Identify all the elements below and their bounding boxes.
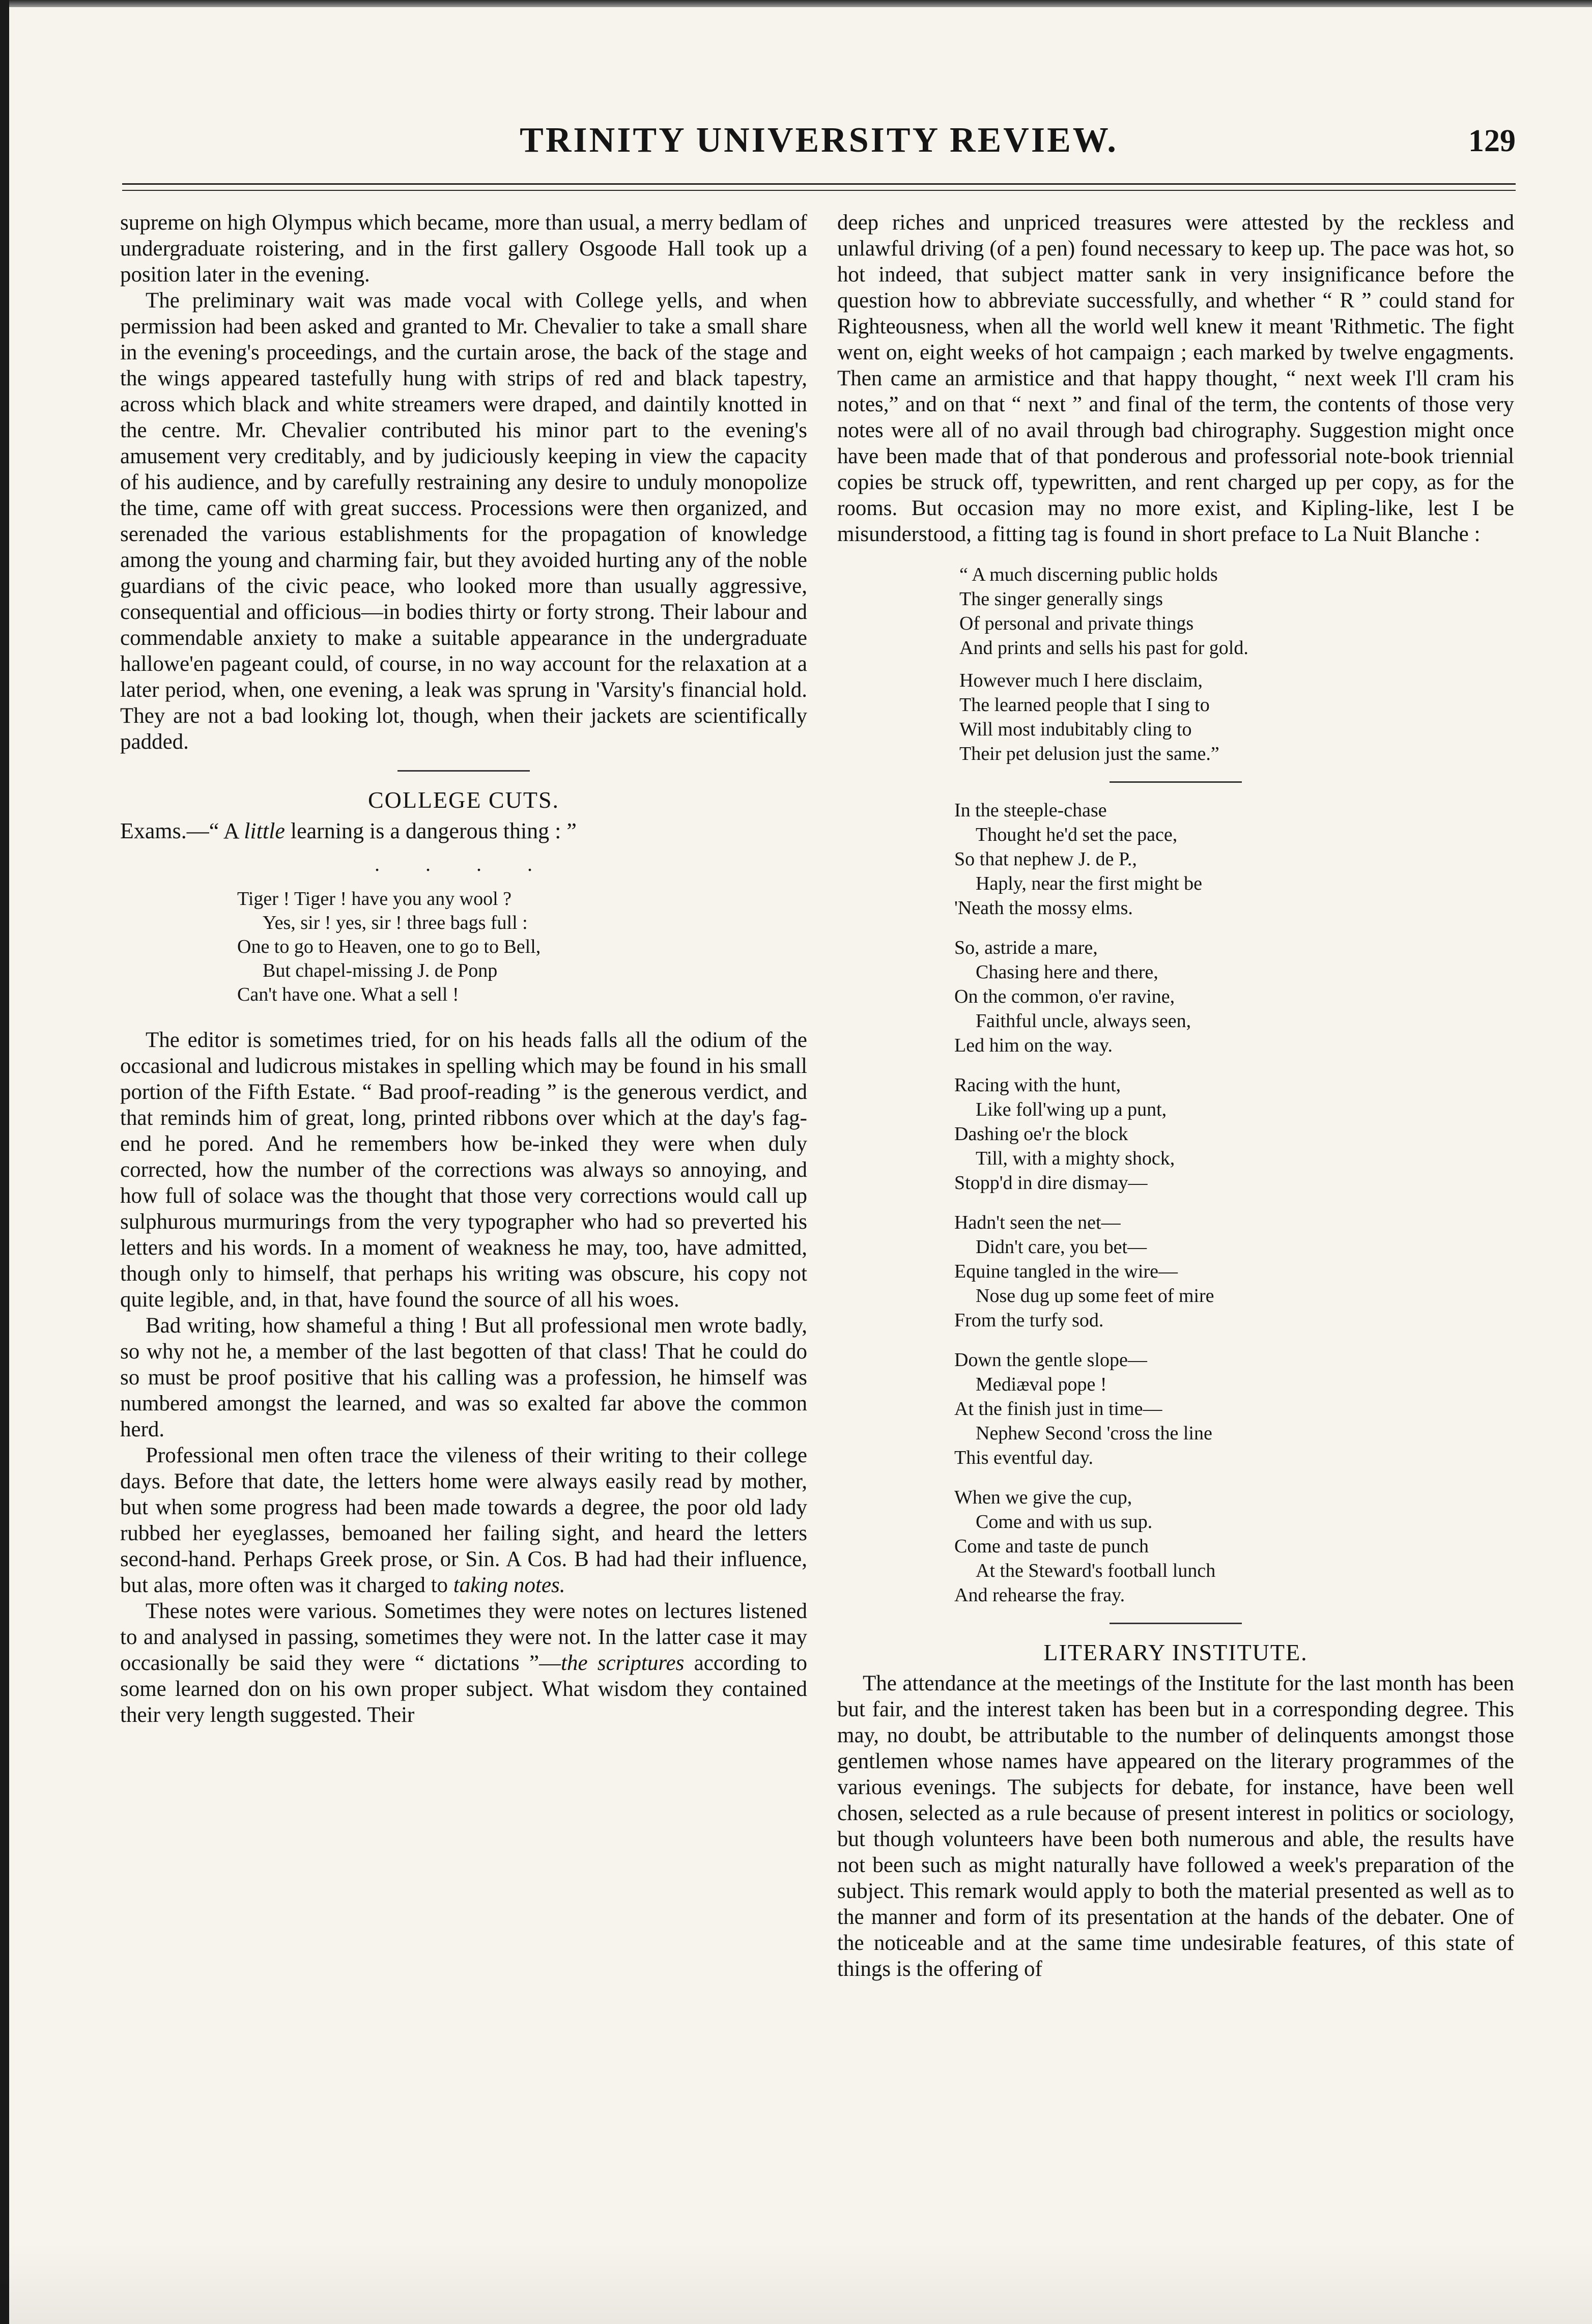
verse-line: The singer generally sings bbox=[959, 588, 1163, 610]
section-divider bbox=[397, 770, 530, 772]
verse-line: However much I here disclaim, bbox=[959, 670, 1203, 691]
verse-line: Nose dug up some feet of mire bbox=[976, 1285, 1214, 1307]
verse-line: Racing with the hunt, bbox=[954, 1074, 1121, 1096]
verse-line: Of personal and private things bbox=[959, 613, 1194, 634]
paragraph: supreme on high Olympus which became, more than usual, a merry bedlam of undergraduate roistering, and in the first gallery Osgoode Hall took up a position later in the evening. bbox=[120, 211, 807, 287]
page-top-edge bbox=[0, 0, 1592, 7]
left-column bbox=[120, 210, 807, 1728]
verse-line: The learned people that I sing to bbox=[959, 694, 1210, 716]
paragraph bbox=[120, 1598, 807, 1728]
stanza bbox=[954, 1073, 1514, 1195]
ellipsis-dots: . . . . bbox=[375, 853, 553, 875]
page-left-edge bbox=[0, 0, 9, 2324]
verse-line: Faithful uncle, always seen, bbox=[976, 1010, 1191, 1032]
exams-line bbox=[120, 818, 807, 844]
paragraph: The attendance at the meetings of the Institute for the last month has been but fair, and the interest taken has been but in a corresponding degree. This may, no doubt, be attributable to the number of delinquents amongst those gentlemen whose names have appeared on the literary programmes of the various evenings. The subjects for debate, for instance, have been well chosen, selected as a rule because of present interest in politics or sociology, but though volunteers have been both numerous and able, the results have not been such as might naturally have followed a week's preparation of the subject. This remark would apply to both the material presented as well as to the manner and form of its presentation at the hands of the debater. One of the noticeable and at the same time undesirable features, of this state of things is the offering of bbox=[837, 1671, 1514, 1981]
paragraph bbox=[120, 1442, 807, 1598]
exams-suffix: learning is a dangerous thing : ” bbox=[285, 818, 577, 843]
paragraph: deep riches and unpriced treasures were attested by the reckless and unlawful driving (of a pen) found necessary to keep up. The pace was hot, so hot indeed, that subject matter sank in very insignificance before the question how to abbreviate successfully, and whether “ R ” could stand for Righteousness, when all the world well knew it meant 'Rithmetic. The fight went on, eight weeks of hot campaign ; each marked by twelve engagments. Then came an armistice and that happy thought, “ next week I'll cram his notes,” and on that “ next ” and final of the term, the contents of those very notes were all of no avail through bad chirography. Suggestion might once have been made that of that ponderous and professorial note-book triennial copies be struck off, typewritten, and rent charged up per copy, as for the rooms. But occasion may no more exist, and Kipling-like, lest I be misunderstood, a fitting tag is found in short preface to La Nuit Blanche : bbox=[837, 211, 1514, 546]
stanza bbox=[954, 1485, 1514, 1607]
quoted-verse bbox=[959, 562, 1514, 766]
spacer bbox=[120, 1007, 807, 1027]
stanza bbox=[954, 936, 1514, 1058]
verse-line: Led him on the way. bbox=[954, 1035, 1113, 1056]
verse-line: Chasing here and there, bbox=[976, 961, 1158, 983]
verse-line: At the finish just in time— bbox=[954, 1398, 1162, 1420]
stanza bbox=[954, 1348, 1514, 1470]
verse-line: Can't have one. What a sell ! bbox=[237, 984, 459, 1005]
section-divider bbox=[1110, 781, 1242, 783]
paragraph: The preliminary wait was made vocal with College yells, and when permission had been asked and granted to Mr. Chevalier to take a small share in the evening's proceedings, and the curtain arose, the back of the stage and the wings appeared tastefully hung with strips of red and black tapestry, across which black and white streamers were draped, and daintily knotted in the centre. Mr. Chevalier contributed his minor part to the evening's amusement very creditably, and by judiciously keeping in view the capacity of his audience, and by carefully restraining any desire to unduly monopolize the time, came off with great success. Processions were then organized, and serenaded the various establishments for the propagation of knowledge among the young and charming fair, but they avoided hurting any of the noble guardians of the civic peace, who looked more than usually aggressive, consequential and officious—in bodies thirty or forty strong. Their labour and commendable anxiety to make a suitable appearance in the undergraduate hallowe'en pageant could, of course, in no way account for the relaxation at a later period, when, one evening, a leak was sprung in 'Varsity's financial hold. They are not a bad looking lot, though, when their jackets are scientifically padded. bbox=[120, 289, 807, 754]
verse-line: Thought he'd set the pace, bbox=[976, 824, 1178, 845]
verse-line: But chapel-missing J. de Ponp bbox=[263, 960, 498, 981]
verse-line: This eventful day. bbox=[954, 1447, 1093, 1468]
verse-line: Down the gentle slope— bbox=[954, 1349, 1147, 1371]
verse-line: When we give the cup, bbox=[954, 1487, 1132, 1508]
verse-line: At the Steward's football lunch bbox=[976, 1560, 1216, 1581]
verse-line: Will most indubitably cling to bbox=[959, 719, 1192, 740]
verse-line: Equine tangled in the wire— bbox=[954, 1261, 1178, 1282]
verse-line: So that nephew J. de P., bbox=[954, 848, 1137, 870]
verse-line: And rehearse the fray. bbox=[954, 1584, 1125, 1606]
verse-line: Like foll'wing up a punt, bbox=[976, 1099, 1167, 1120]
page-header bbox=[122, 120, 1516, 166]
section-heading-literary-institute: LITERARY INSTITUTE. bbox=[1043, 1639, 1308, 1665]
verse-line: Dashing oe'r the block bbox=[954, 1123, 1128, 1145]
header-rule bbox=[122, 183, 1516, 191]
verse-line: And prints and sells his past for gold. bbox=[959, 637, 1248, 659]
exams-italic: little bbox=[244, 818, 285, 843]
text-run: according to some learned don on his own proper subject. What wisdom they contained their very length suggested. Their bbox=[120, 1651, 807, 1727]
stanza bbox=[954, 798, 1514, 920]
right-column bbox=[837, 210, 1514, 1982]
steeplechase-poem bbox=[954, 798, 1514, 1607]
verse-line: On the common, o'er ravine, bbox=[954, 986, 1175, 1007]
verse-line: From the turfy sod. bbox=[954, 1310, 1104, 1331]
page-number: 129 bbox=[1468, 124, 1516, 158]
stanza bbox=[954, 1210, 1514, 1333]
verse-line: One to go to Heaven, one to go to Bell, bbox=[237, 936, 541, 957]
verse-line: Their pet delusion just the same.” bbox=[959, 743, 1219, 764]
verse-line: Haply, near the first might be bbox=[976, 873, 1202, 894]
verse-line: So, astride a mare, bbox=[954, 937, 1098, 958]
verse-line: Mediæval pope ! bbox=[976, 1374, 1107, 1395]
italic-text: the scriptures bbox=[561, 1651, 685, 1675]
tiger-verse bbox=[237, 887, 807, 1007]
exams-prefix: Exams.—“ A bbox=[120, 818, 244, 843]
verse-line: “ A much discerning public holds bbox=[959, 564, 1218, 585]
text-run: These notes were various. Sometimes they were notes on lectures listened to and analysed in passing, sometimes they were not. In the latter case it may occasionally be said they were “ dictations ”— bbox=[120, 1599, 807, 1675]
page-shadow bbox=[0, 2243, 1592, 2324]
section-heading-college-cuts: COLLEGE CUTS. bbox=[367, 787, 560, 813]
verse-line: Come and taste de punch bbox=[954, 1536, 1149, 1557]
verse-line: Till, with a mighty shock, bbox=[976, 1148, 1175, 1169]
text-run: Professional men often trace the vileness of their writing to their college days. Before that date, the letters home were always easily read by mother, but when some progress had been made towards a degree, the poor old lady rubbed her eyeglasses, bemoaned her failing sight, and heard the letters second-hand. Perhaps Greek prose, or Sin. A Cos. B had had their influence, but alas, more often was it charged to bbox=[120, 1443, 807, 1597]
verse-spacer bbox=[959, 660, 1514, 668]
section-divider bbox=[1110, 1623, 1242, 1624]
verse-line: Stopp'd in dire dismay— bbox=[954, 1172, 1148, 1194]
verse-line: Yes, sir ! yes, sir ! three bags full : bbox=[263, 912, 528, 933]
verse-line: Hadn't seen the net— bbox=[954, 1212, 1121, 1233]
verse-line: Tiger ! Tiger ! have you any wool ? bbox=[237, 888, 511, 910]
verse-line: In the steeple-chase bbox=[954, 800, 1107, 821]
italic-text: taking notes. bbox=[453, 1573, 565, 1597]
verse-line: Come and with us sup. bbox=[976, 1511, 1153, 1533]
running-title: TRINITY UNIVERSITY REVIEW. bbox=[520, 121, 1118, 160]
verse-line: 'Neath the mossy elms. bbox=[954, 897, 1133, 919]
paragraph: The editor is sometimes tried, for on his heads falls all the odium of the occasional and ludicrous mistakes in spelling which may be found in his small portion of the Fifth Estate. “ Bad proof-reading ” is the generous verdict, and that reminds him of great, long, printed ribbons over which at the day's fag-end he pored. And he remembers how be-inked they were when duly corrected, how the number of the corrections was always so annoying, and how full of solace was the thought that those very corrections would call up sulphurous murmurings from the very typographer who had so preverted his letters and his words. In a moment of weakness he may, too, have admitted, though only to himself, that perhaps his writing was obscure, his copy not quite legible, and, in that, have found the source of all his woes. bbox=[120, 1028, 807, 1312]
verse-line: Didn't care, you bet— bbox=[976, 1236, 1147, 1258]
verse-line: Nephew Second 'cross the line bbox=[976, 1423, 1212, 1444]
paragraph: Bad writing, how shameful a thing ! But all professional men wrote badly, so why not he, a member of the last begotten of that class! That he could do so must be proof positive that his calling was a profession, he himself was numbered amongst the learned, and was so exalted far above the common herd. bbox=[120, 1314, 807, 1441]
